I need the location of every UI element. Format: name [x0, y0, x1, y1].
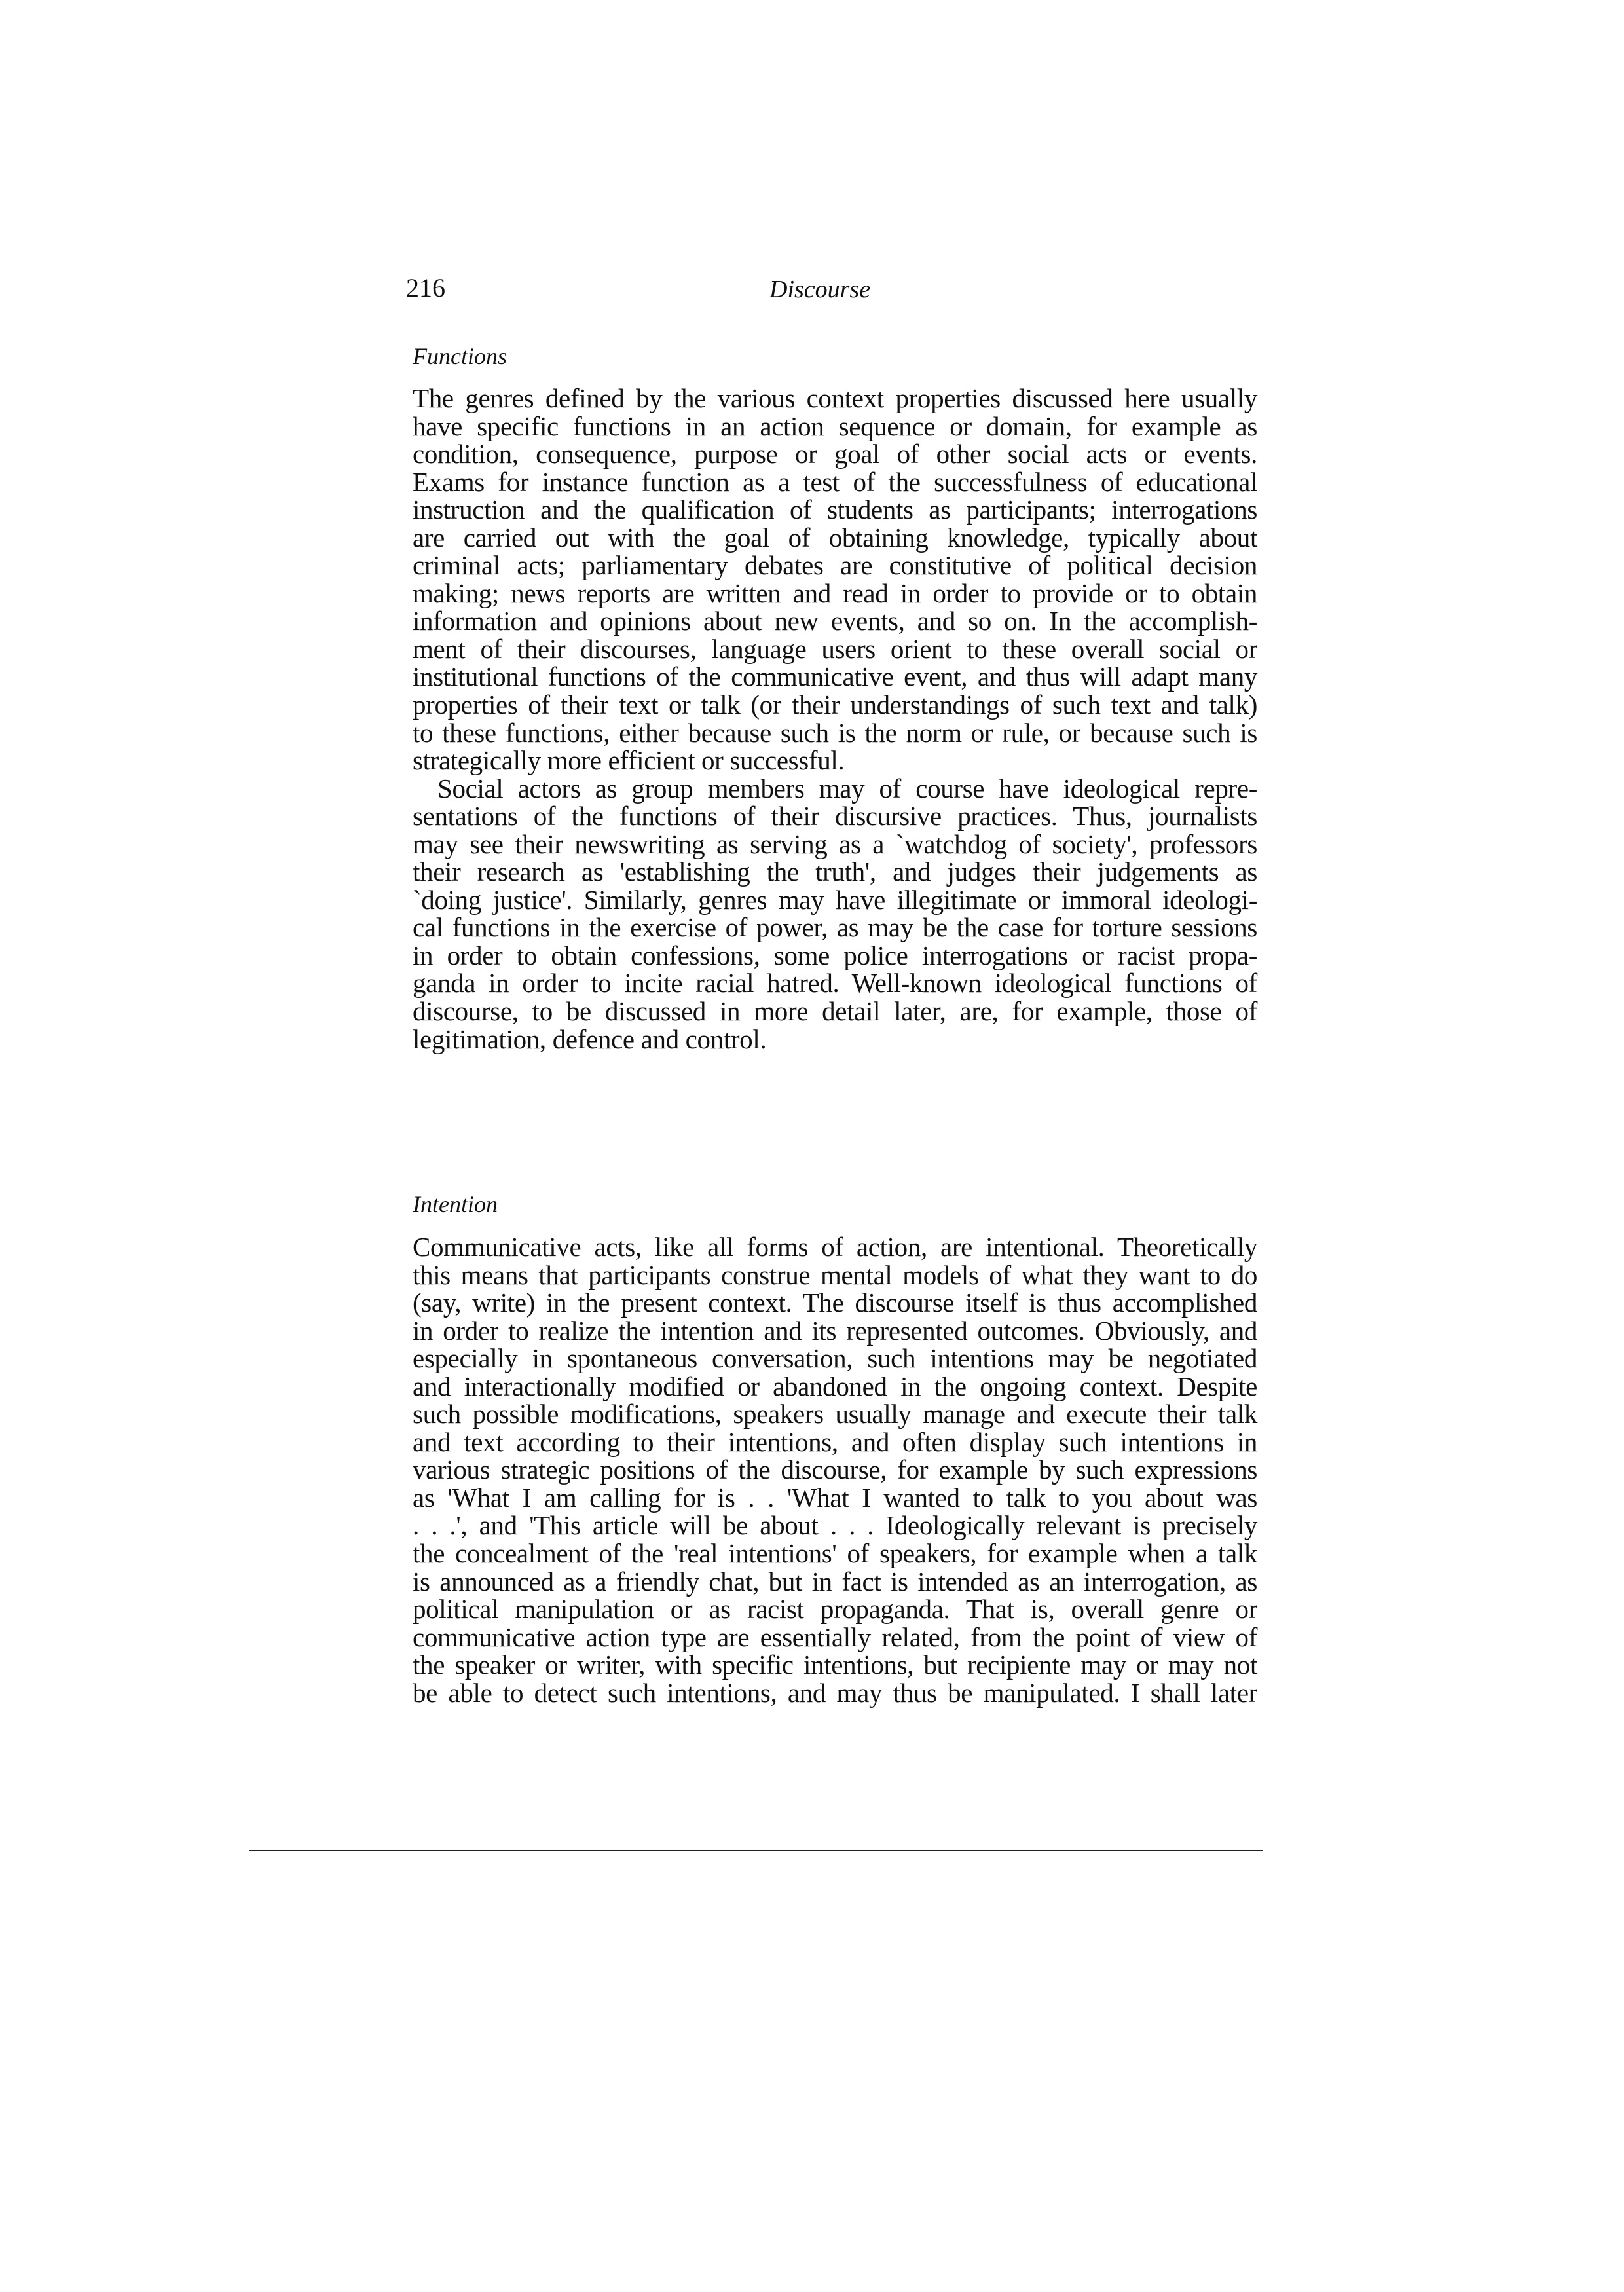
text-line: political manipulation or as racist propaganda. That is, overall genre or	[413, 1594, 1257, 1625]
text-line: making; news reports are written and read in order to provide or to obtain	[413, 578, 1257, 608]
text-line: and text according to their intentions, and often display such intentions in	[413, 1426, 1257, 1457]
text-line: properties of their text or talk (or their understandings of such text and talk)	[413, 690, 1257, 720]
section-heading-functions: Functions	[413, 343, 507, 369]
text-line: criminal acts; parliamentary debates are constitutive of political decision	[413, 550, 1257, 581]
text-line: institutional functions of the communicative event, and thus will adapt many	[413, 661, 1257, 692]
text-line: is announced as a friendly chat, but in fact is intended as an interrogation, as	[413, 1566, 1257, 1597]
text-line: strategically more efficient or successful.	[413, 745, 845, 776]
text-line: `doing justice'. Similarly, genres may have illegitimate or immoral ideologi-	[413, 884, 1257, 915]
text-line: The genres defined by the various context properties discussed here usually	[413, 383, 1257, 413]
text-line: in order to realize the intention and its represented outcomes. Obviously, and	[413, 1315, 1257, 1346]
text-line: may see their newswriting as serving as a `watchdog of society', professors	[413, 828, 1257, 859]
text-line: as 'What I am calling for is . . 'What I wanted to talk to you about was	[413, 1482, 1257, 1513]
text-line: various strategic positions of the discourse, for example by such expressions	[413, 1454, 1257, 1485]
text-line: have specific functions in an action sequence or domain, for example as	[413, 411, 1257, 441]
text-line: are carried out with the goal of obtaining knowledge, typically about	[413, 522, 1257, 553]
intention-body	[413, 1233, 1257, 1707]
text-line: the concealment of the 'real intentions' of speakers, for example when a talk	[413, 1538, 1257, 1569]
text-line: ganda in order to incite racial hatred. Well-known ideological functions of	[413, 968, 1257, 999]
text-line: Exams for instance function as a test of the successfulness of educational	[413, 466, 1257, 497]
text-line: be able to detect such intentions, and may thus be manipulated. I shall later	[413, 1677, 1257, 1708]
footer-rule	[249, 1850, 1263, 1851]
text-line: information and opinions about new events, and so on. In the accomplish-	[413, 606, 1257, 637]
text-line: especially in spontaneous conversation, such intentions may be negotiated	[413, 1343, 1257, 1374]
text-line: discourse, to be discussed in more detail later, are, for example, those of	[413, 996, 1257, 1027]
text-line: condition, consequence, purpose or goal of other social acts or events.	[413, 439, 1257, 470]
text-line: such possible modifications, speakers usually manage and execute their talk	[413, 1399, 1257, 1430]
text-line: . . .', and 'This article will be about . . . Ideologically relevant is precisely	[413, 1510, 1257, 1541]
page-number: 216	[406, 273, 445, 303]
text-line: Social actors as group members may of course have ideological repre-	[437, 773, 1257, 804]
functions-body	[413, 384, 1257, 1053]
text-line: (say, write) in the present context. The discourse itself is thus accomplished	[413, 1287, 1257, 1318]
text-line: legitimation, defence and control.	[413, 1024, 767, 1054]
text-line: their research as 'establishing the truth', and judges their judgements as	[413, 857, 1257, 887]
text-line: communicative action type are essentially related, from the point of view of	[413, 1621, 1257, 1652]
text-line: cal functions in the exercise of power, as may be the case for torture sessions	[413, 912, 1257, 943]
text-line: ment of their discourses, language users orient to these overall social or	[413, 633, 1257, 664]
text-line: this means that participants construe mental models of what they want to do	[413, 1259, 1257, 1290]
text-line: instruction and the qualification of students as participants; interrogations	[413, 494, 1257, 525]
text-line: Communicative acts, like all forms of action, are intentional. Theoretically	[413, 1232, 1257, 1262]
text-line: sentations of the functions of their discursive practices. Thus, journalists	[413, 801, 1257, 832]
section-heading-intention: Intention	[413, 1191, 498, 1217]
running-title: Discourse	[769, 276, 871, 303]
page-header	[406, 272, 1257, 311]
text-line: to these functions, either because such is the norm or rule, or because such is	[413, 717, 1257, 748]
text-line: in order to obtain confessions, some police interrogations or racist propa-	[413, 940, 1257, 970]
text-line: the speaker or writer, with specific intentions, but recipiente may or may not	[413, 1650, 1257, 1680]
text-line: and interactionally modified or abandoned in the ongoing context. Despite	[413, 1371, 1257, 1401]
